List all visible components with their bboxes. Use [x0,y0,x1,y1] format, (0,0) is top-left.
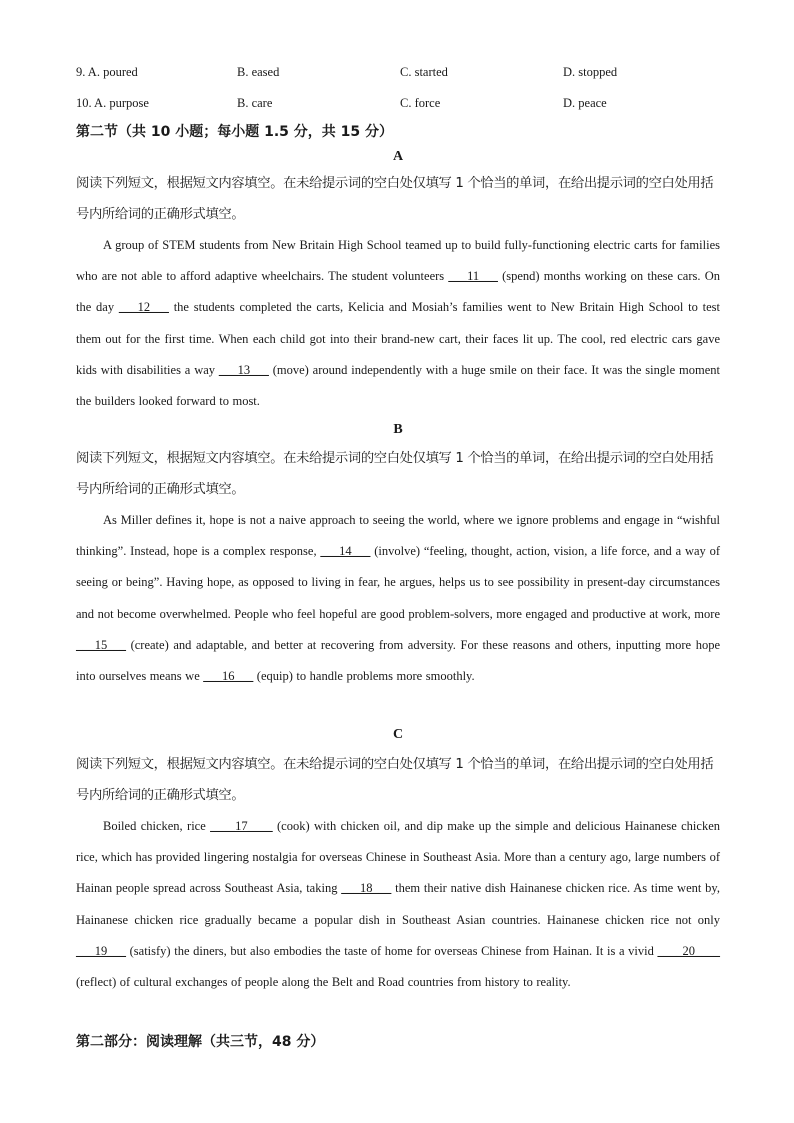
blank-17: ____17____ [210,819,273,833]
passage-b-label: B [393,422,403,437]
passage-c-label: C [392,727,404,742]
blank-16: ___16___ [203,669,254,684]
question-10-options [76,96,720,116]
passage-a-label: A [392,149,404,164]
q10-option-c: C. force [400,96,441,110]
passage-c-text: Boiled chicken, rice ____17____ (cook) with chicken oil, and dip make up the simple and delicious Hainanese chicken rice, which has provided lingering nostalgia for overseas Chinese in Southeast Asia. More than a century ago, large numbers of Hainan people spread across Southeast Asia, taking ___18___ them their native dish Hainanese chicken rice. As time went by, Hainanese chicken rice gradually became a popular dish in Southeast Asian countries. Hainanese chicken rice not only ___19___ (satisfy) the diners, but also embodies the taste of home for overseas Chinese from Hainan. It is a vivid ____20____ (reflect) of cultural exchanges of people along the Belt and Road countries from history to reality. [76,819,720,990]
blank-18: ___18___ [341,881,392,896]
blank-11: ___11___ [448,269,498,284]
passage-c-instruction: 阅读下列短文，根据短文内容填空。在未给提示词的空白处仅填写 1 个恰当的单词，在给出提示词的空白处用括号内所给词的正确形式填空。 [76,757,714,803]
passage-a-instruction: 阅读下列短文，根据短文内容填空。在未给提示词的空白处仅填写 1 个恰当的单词，在给出提示词的空白处用括号内所给词的正确形式填空。 [76,176,714,222]
passage-a-text: A group of STEM students from New Britain High School teamed up to build fully-functioning electric carts for families who are not able to afford adaptive wheelchairs. The student volunteers ___11___ (spend) months working on these cars. On the day ___12___ the students completed the carts, Kelicia and Mosiah’s families went to New Britain High School to test them out for the first time. When each child got into their brand-new cart, their faces lit up. The cool, red electric cars gave kids with disabilities a way ___13___ (move) around independently with a huge smile on their face. It was the single moment the builders looked forward to most. [76,238,721,409]
question-9-options [76,65,720,85]
blank-12: ___12___ [118,300,169,315]
passage-b-instruction: 阅读下列短文，根据短文内容填空。在未给提示词的空白处仅填写 1 个恰当的单词，在给出提示词的空白处用括号内所给词的正确形式填空。 [76,451,714,497]
blank-20: ____20____ [657,943,720,958]
q9-option-d: D. stopped [563,65,618,79]
q9-option-b: B. eased [237,65,280,79]
part-2-heading: 第二部分：阅读理解（共三节，48 分） [76,1034,325,1050]
blank-19: ___19___ [76,943,126,958]
blank-13: ___13___ [218,362,269,377]
q9-option-a: 9. A. poured [76,65,138,79]
q10-option-d: D. peace [563,96,607,110]
section-2-heading: 第二节（共 10 小题；每小题 1.5 分，共 15 分） [76,124,394,140]
blank-14: ___14___ [320,544,371,559]
q9-option-c: C. started [400,65,448,79]
q10-option-a: 10. A. purpose [76,96,149,110]
blank-15: ___15___ [76,637,126,652]
passage-b-text: As Miller defines it, hope is not a naive approach to seeing the world, where we ignore problems and engage in “wishful thinking”. Instead, hope is a complex response, ___14___ (involve) “feeling, thought, action, vision, a life force, and a way of seeing or being”. Having hope, as opposed to living in fear, he argues, helps us to see possibility in present-day circumstances and not become overwhelmed. People who feel hopeful are good problem-solvers, more engaged and productive at work, more ___15___ (create) and adaptable, and better at recovering from adversity. For these reasons and others, inputting more hope into ourselves means we ___16___ (equip) to handle problems more smoothly. [76,513,720,684]
q10-option-b: B. care [237,96,273,110]
